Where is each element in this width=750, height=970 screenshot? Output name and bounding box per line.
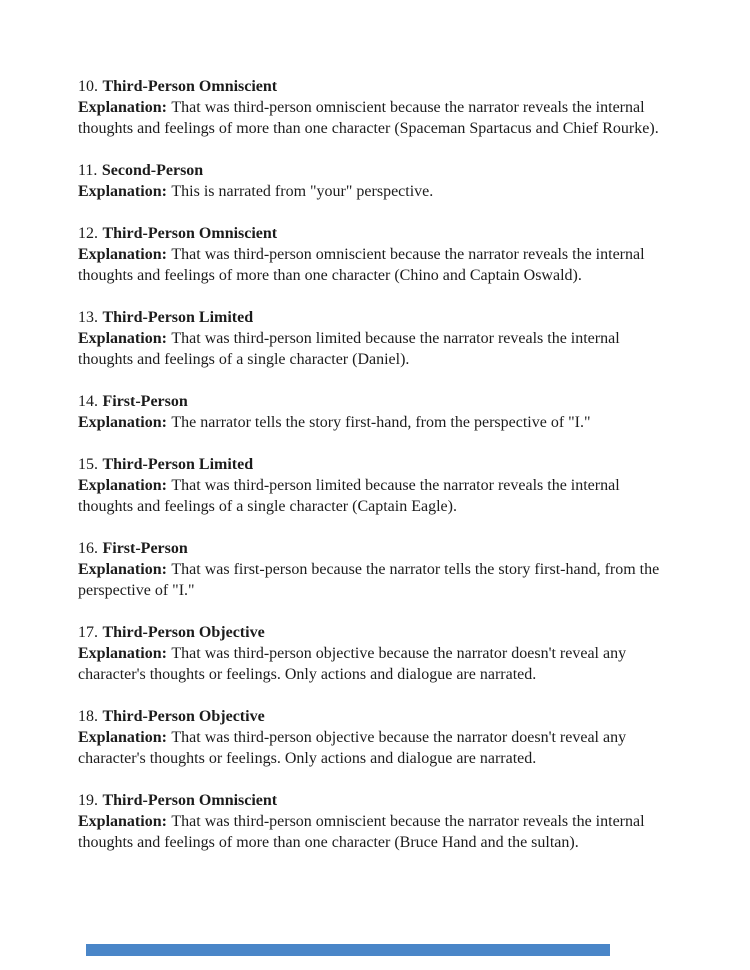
explanation-text: That was third-person limited because the narrator reveals the internal thoughts and feelings of a single character (Captain Eagle). [78, 477, 620, 515]
answer-item [78, 223, 678, 286]
item-number: 17. [78, 624, 98, 641]
answer-item [78, 76, 678, 139]
explanation-label: Explanation: [78, 414, 167, 431]
item-explanation [78, 475, 678, 517]
answer-item [78, 391, 678, 433]
explanation-text: The narrator tells the story first-hand, from the perspective of "I." [171, 414, 591, 431]
item-explanation [78, 811, 678, 853]
explanation-label: Explanation: [78, 183, 167, 200]
explanation-text: That was third-person objective because the narrator doesn't reveal any character's thoughts or feelings. Only actions and dialogue are narrated. [78, 645, 627, 683]
item-title [78, 307, 678, 328]
item-title [78, 76, 678, 97]
item-answer: Second-Person [101, 162, 204, 179]
item-number: 10. [78, 78, 98, 95]
explanation-label: Explanation: [78, 813, 167, 830]
answer-item [78, 622, 678, 685]
item-answer: Third-Person Limited [102, 456, 254, 473]
explanation-label: Explanation: [78, 99, 167, 116]
item-number: 12. [78, 225, 98, 242]
explanation-label: Explanation: [78, 246, 167, 263]
answer-item [78, 790, 678, 853]
explanation-label: Explanation: [78, 330, 167, 347]
item-answer: Third-Person Objective [102, 708, 265, 725]
item-number: 18. [78, 708, 98, 725]
explanation-text: That was third-person omniscient because the narrator reveals the internal thoughts and feelings of more than one character (Chino and Captain Oswald). [78, 246, 645, 284]
answer-item [78, 454, 678, 517]
item-number: 15. [78, 456, 98, 473]
answer-item [78, 538, 678, 601]
item-answer: Third-Person Limited [102, 309, 254, 326]
answer-key-content [78, 76, 678, 853]
item-number: 19. [78, 792, 98, 809]
item-explanation [78, 328, 678, 370]
explanation-label: Explanation: [78, 477, 167, 494]
item-number: 16. [78, 540, 98, 557]
item-title [78, 160, 678, 181]
footer-accent-bar [86, 944, 610, 956]
explanation-text: That was third-person objective because the narrator doesn't reveal any character's thoughts or feelings. Only actions and dialogue are narrated. [78, 729, 627, 767]
item-number: 14. [78, 393, 98, 410]
item-answer: Third-Person Omniscient [102, 792, 278, 809]
item-explanation [78, 727, 678, 769]
item-title [78, 706, 678, 727]
item-title [78, 454, 678, 475]
item-number: 11. [78, 162, 98, 179]
item-answer: First-Person [102, 540, 188, 557]
item-explanation [78, 97, 678, 139]
explanation-label: Explanation: [78, 729, 167, 746]
item-number: 13. [78, 309, 98, 326]
item-answer: Third-Person Omniscient [102, 225, 278, 242]
item-answer: First-Person [102, 393, 188, 410]
explanation-text: That was third-person omniscient because the narrator reveals the internal thoughts and feelings of more than one character (Bruce Hand and the sultan). [78, 813, 645, 851]
item-title [78, 622, 678, 643]
explanation-text: This is narrated from "your" perspective. [171, 183, 434, 200]
item-title [78, 790, 678, 811]
item-explanation [78, 244, 678, 286]
explanation-text: That was first-person because the narrator tells the story first-hand, from the perspective of "I." [78, 561, 660, 599]
item-answer: Third-Person Omniscient [102, 78, 278, 95]
item-explanation [78, 643, 678, 685]
item-title [78, 223, 678, 244]
explanation-label: Explanation: [78, 645, 167, 662]
item-title [78, 538, 678, 559]
item-explanation [78, 559, 678, 601]
answer-item [78, 160, 678, 202]
answer-item [78, 706, 678, 769]
item-answer: Third-Person Objective [102, 624, 265, 641]
item-explanation [78, 181, 678, 202]
explanation-text: That was third-person omniscient because the narrator reveals the internal thoughts and feelings of more than one character (Spaceman Spartacus and Chief Rourke). [78, 99, 659, 137]
explanation-label: Explanation: [78, 561, 167, 578]
explanation-text: That was third-person limited because the narrator reveals the internal thoughts and feelings of a single character (Daniel). [78, 330, 620, 368]
item-title [78, 391, 678, 412]
item-explanation [78, 412, 678, 433]
answer-item [78, 307, 678, 370]
